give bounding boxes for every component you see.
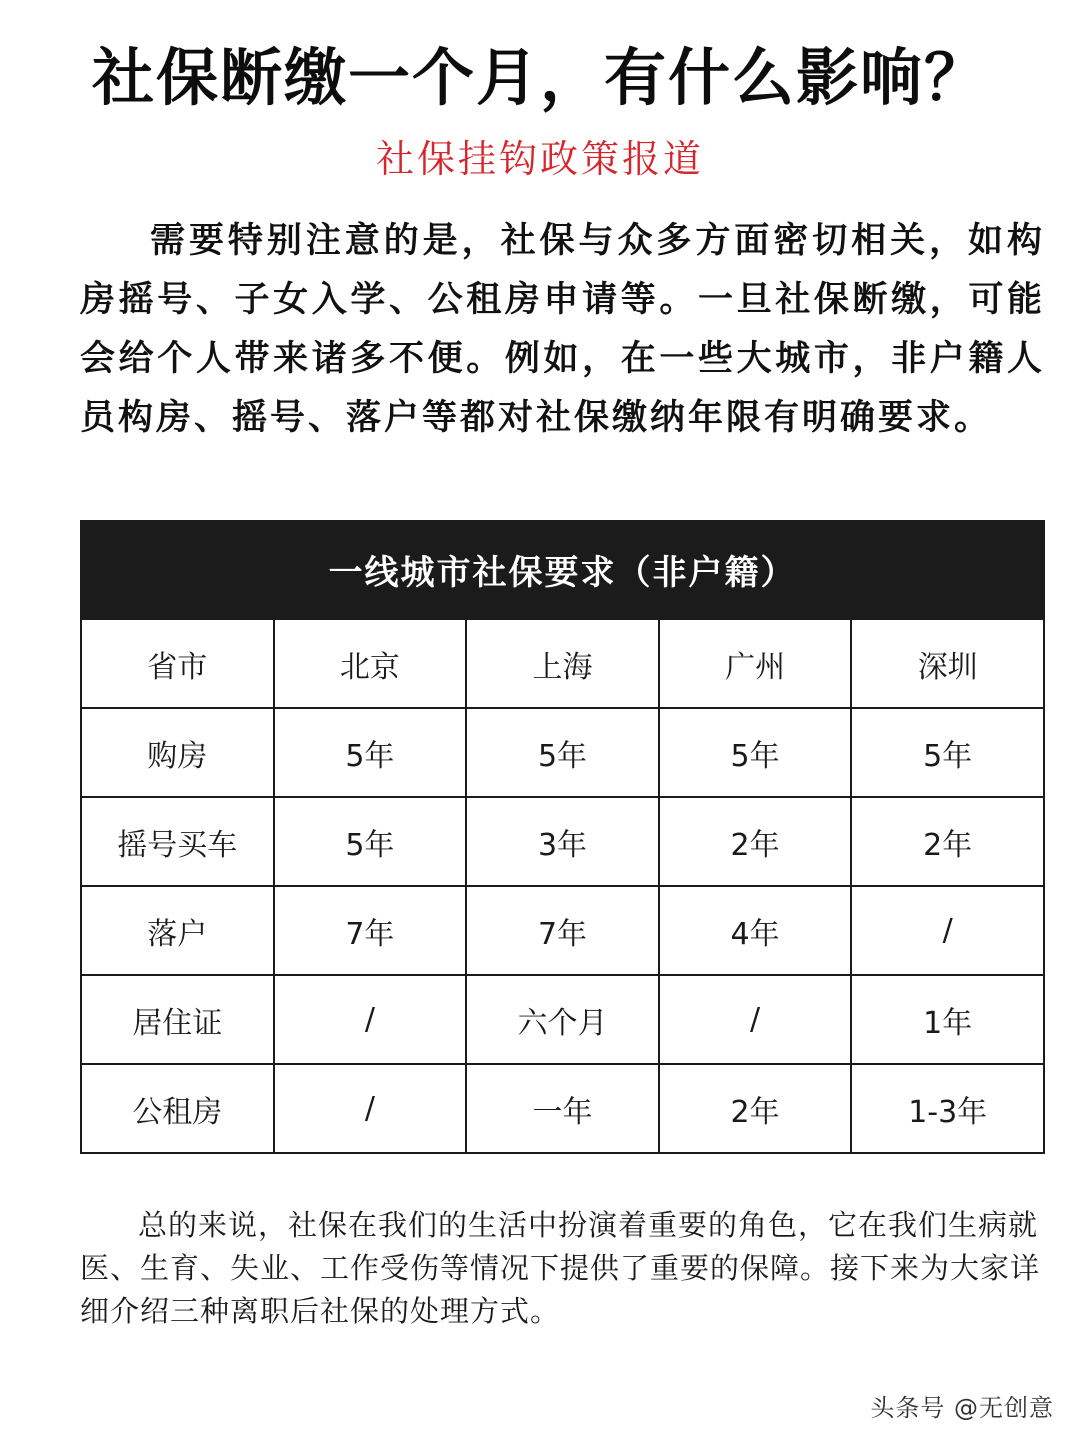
table-cell: 北京: [274, 619, 467, 708]
table-cell: 2年: [659, 1064, 852, 1153]
table-cell: 5年: [851, 708, 1044, 797]
table-cell: 1年: [851, 975, 1044, 1064]
requirements-table: [80, 618, 1045, 1154]
table-cell: 深圳: [851, 619, 1044, 708]
table-cell: 3年: [466, 797, 659, 886]
article-subtitle: 社保挂钩政策报道: [375, 137, 704, 181]
table-heading: 一线城市社保要求（非户籍）: [80, 520, 1045, 618]
table-cell: 摇号买车: [81, 797, 274, 886]
table-cell: /: [851, 886, 1044, 975]
table-cell: /: [274, 1064, 467, 1153]
table-cell: 2年: [851, 797, 1044, 886]
table-cell: 落户: [81, 886, 274, 975]
requirements-table-block: [80, 520, 1045, 1154]
table-cell: 一年: [466, 1064, 659, 1153]
table-cell: 5年: [274, 708, 467, 797]
table-row: [81, 708, 1044, 797]
table-row: [81, 797, 1044, 886]
table-cell: /: [659, 975, 852, 1064]
source-watermark: 头条号 @无创意: [870, 1394, 1054, 1422]
table-cell: 7年: [466, 886, 659, 975]
table-row: [81, 886, 1044, 975]
table-cell: 公租房: [81, 1064, 274, 1153]
table-row: [81, 619, 1044, 708]
table-row: [81, 975, 1044, 1064]
table-cell: 居住证: [81, 975, 274, 1064]
table-cell: 1-3年: [851, 1064, 1044, 1153]
table-cell: 5年: [466, 708, 659, 797]
table-cell: 7年: [274, 886, 467, 975]
table-cell: 4年: [659, 886, 852, 975]
table-cell: 省市: [81, 619, 274, 708]
table-cell: 上海: [466, 619, 659, 708]
table-cell: 5年: [274, 797, 467, 886]
article-title: 社保断缴一个月，有什么影响？: [91, 41, 988, 114]
table-row: [81, 1064, 1044, 1153]
table-cell: 5年: [659, 708, 852, 797]
summary-paragraph: 总的来说，社保在我们的生活中扮演着重要的角色，它在我们生病就医、生育、失业、工作受伤等情况下提供了重要的保障。接下来为大家详细介绍三种离职后社保的处理方式。: [80, 1208, 1041, 1328]
table-cell: 2年: [659, 797, 852, 886]
table-cell: 广州: [659, 619, 852, 708]
table-cell: /: [274, 975, 467, 1064]
table-cell: 购房: [81, 708, 274, 797]
intro-paragraph: 需要特别注意的是，社保与众多方面密切相关，如构房摇号、子女入学、公租房申请等。一旦社保断缴，可能会给个人带来诸多不便。例如，在一些大城市，非户籍人员构房、摇号、落户等都对社保缴纳年限有明确要求。: [80, 221, 1045, 438]
table-cell: 六个月: [466, 975, 659, 1064]
